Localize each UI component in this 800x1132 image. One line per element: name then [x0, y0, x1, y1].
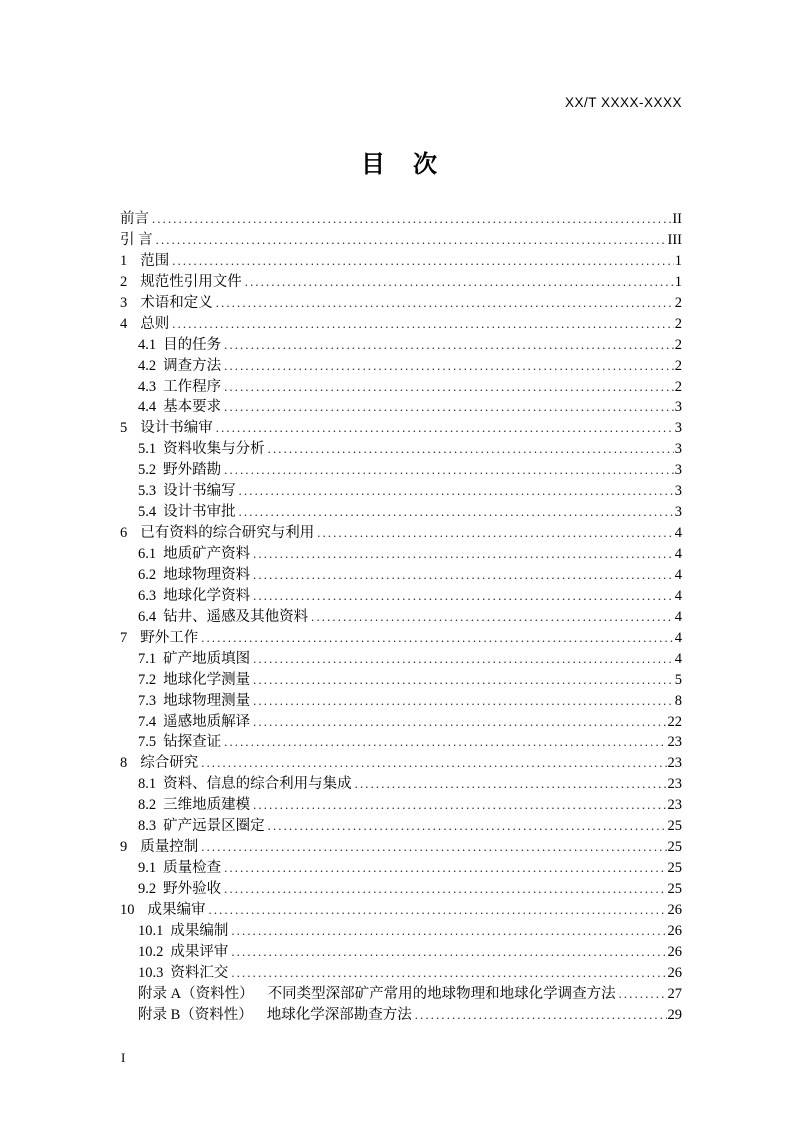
- toc-entry-number: 6.4: [138, 608, 157, 625]
- toc-page-number: 25: [667, 860, 682, 877]
- toc-entry-label: 调查方法: [163, 357, 222, 374]
- toc-entry-number: 附录 A（资料性）: [138, 985, 254, 1002]
- toc-dot-leader: [224, 379, 674, 396]
- toc-entry-number: 4.4: [138, 399, 157, 416]
- toc-entry-number: 10.2: [138, 943, 164, 960]
- toc-page-number: 25: [667, 818, 682, 835]
- toc-dot-leader: [172, 253, 674, 270]
- toc-dot-leader: [253, 546, 674, 563]
- toc-entry-number: 9: [120, 839, 128, 856]
- toc-entry-number: 3: [120, 294, 128, 311]
- toc-entry: [120, 751, 682, 772]
- toc-page-number: 26: [667, 943, 682, 960]
- toc-dot-leader: [311, 609, 674, 626]
- toc-page-number: 25: [667, 881, 682, 897]
- toc-entry-label: 野外验收: [163, 881, 222, 897]
- toc-entry-number: 7.2: [138, 671, 157, 688]
- page-title: 目 次: [361, 151, 439, 178]
- toc-dot-leader: [201, 630, 674, 647]
- toc-entry-label: 资料汇交: [170, 964, 229, 981]
- toc-entry: [120, 228, 682, 249]
- toc-entry: [120, 647, 682, 668]
- toc-page-number: 4: [674, 546, 682, 562]
- toc-entry-number: 8.2: [138, 797, 157, 814]
- toc-dot-leader: [253, 672, 674, 689]
- toc-page-number: 26: [667, 901, 682, 918]
- toc-entry-number: 4.3: [138, 378, 157, 395]
- toc-entry-number: 7: [120, 629, 128, 646]
- toc-entry-number: 7.4: [138, 713, 157, 730]
- toc-entry-label: 术语和定义: [140, 294, 213, 311]
- toc-entry: [120, 479, 682, 500]
- toc-dot-leader: [224, 860, 666, 877]
- toc-page-number: 22: [667, 713, 682, 730]
- toc-entry-label: 设计书编审: [140, 420, 213, 437]
- toc-entry-label: 成果编制: [170, 922, 229, 939]
- toc-page-number: 4: [674, 587, 682, 604]
- toc-dot-leader: [152, 211, 671, 228]
- toc-dot-leader: [253, 588, 674, 605]
- toc-entry: [120, 710, 682, 731]
- toc-entry-label: 成果评审: [170, 943, 229, 960]
- toc-entry-label: 规范性引用文件: [140, 273, 242, 290]
- toc-entry-number: 7.3: [138, 692, 157, 709]
- toc-entry-number: 附录 B（资料性）: [138, 1006, 253, 1023]
- toc-page-number: 26: [667, 922, 682, 939]
- toc-page-number: 23: [667, 776, 682, 793]
- toc-dot-leader: [355, 776, 667, 793]
- toc-entry-number: 5.4: [138, 504, 157, 521]
- toc-page-number: 2: [674, 378, 682, 395]
- toc-entry-label: 资料收集与分析: [163, 441, 265, 458]
- toc-entry: [120, 605, 682, 626]
- toc-entry-number: 7.5: [138, 734, 157, 751]
- toc-entry: [120, 207, 682, 228]
- toc-entry: [120, 542, 682, 563]
- toc-entry: [120, 354, 682, 375]
- toc-page-number: 3: [674, 504, 682, 521]
- toc-entry: [120, 437, 682, 458]
- toc-dot-leader: [224, 734, 666, 751]
- toc-entry-number: 1: [120, 252, 128, 269]
- toc-entry-number: 8: [120, 755, 128, 772]
- standard-code: XX/T XXXX-XXXX: [564, 95, 682, 110]
- toc-dot-leader: [231, 965, 666, 982]
- toc-page-number: 2: [674, 336, 682, 353]
- toc-entry-label: 矿产远景区圈定: [163, 818, 265, 835]
- toc-entry: [120, 772, 682, 793]
- toc-dot-leader: [224, 399, 674, 416]
- page-footer: [121, 1050, 125, 1066]
- toc-entry: [120, 982, 682, 1003]
- toc-entry-number: 10: [120, 901, 135, 918]
- toc-entry-number: 5.1: [138, 441, 157, 458]
- toc-page-number: 5: [674, 671, 682, 688]
- toc-dot-leader: [415, 1007, 667, 1024]
- toc-dot-leader: [239, 504, 674, 521]
- toc-entry: [120, 626, 682, 647]
- toc-entry-number: 2: [120, 273, 128, 290]
- toc-entry-label: 矿产地质填图: [163, 650, 251, 667]
- toc-entry-number: 6.1: [138, 546, 157, 562]
- toc-entry-number: 10.3: [138, 964, 164, 981]
- toc-entry-label: 钻井、遥感及其他资料: [163, 608, 309, 625]
- toc-entry-number: 6.3: [138, 587, 157, 604]
- toc-entry: [120, 521, 682, 542]
- toc-entry-label: 工作程序: [163, 378, 222, 395]
- toc-page-number: 2: [674, 315, 682, 332]
- toc-entry-label: 前言: [120, 211, 149, 227]
- toc-entry: [120, 270, 682, 291]
- toc-entry-label: 钻探查证: [163, 734, 222, 751]
- toc-entry-label: 遥感地质解译: [163, 713, 251, 730]
- toc-entry-label: 质量控制: [140, 839, 199, 856]
- toc-entry-label: 目的任务: [163, 336, 222, 353]
- toc-entry: [120, 584, 682, 605]
- toc-dot-leader: [216, 295, 674, 312]
- toc-entry: [120, 877, 682, 898]
- toc-entry-label: 设计书编写: [163, 483, 236, 500]
- toc-entry-number: 6.2: [138, 566, 157, 583]
- toc-entry: [120, 668, 682, 689]
- toc-entry: [120, 1003, 682, 1024]
- toc-entry-number: 10.1: [138, 922, 164, 939]
- toc-entry-label: 设计书审批: [163, 504, 236, 521]
- toc-page-number: 1: [674, 273, 682, 290]
- toc-page-number: 3: [674, 483, 682, 500]
- toc-entry-label: 野外工作: [140, 629, 199, 646]
- toc-entry-number: 4.1: [138, 336, 157, 353]
- toc-dot-leader: [268, 818, 667, 835]
- toc-page-number: II: [672, 211, 682, 227]
- toc-entry: [120, 689, 682, 710]
- toc-dot-leader: [245, 274, 674, 291]
- toc-dot-leader: [201, 755, 666, 772]
- toc-page-number: 3: [674, 399, 682, 416]
- toc-entry: [120, 291, 682, 312]
- toc-entry-number: 6: [120, 525, 128, 542]
- toc-entry: [120, 730, 682, 751]
- toc-entry-label: 野外踏勘: [163, 462, 222, 479]
- toc-entry: [120, 919, 682, 940]
- toc-page-number: 27: [667, 985, 682, 1002]
- toc-entry-label: 不同类型深部矿产常用的地球物理和地球化学调查方法: [267, 985, 616, 1002]
- toc-entry: [120, 898, 682, 919]
- toc-entry: [120, 395, 682, 416]
- toc-dot-leader: [253, 797, 666, 814]
- toc-dot-leader: [156, 232, 667, 249]
- toc-entry-number: 8.1: [138, 776, 157, 793]
- toc-dot-leader: [224, 462, 674, 479]
- toc-entry-label: 范围: [140, 252, 170, 269]
- toc-entry-number: 7.1: [138, 650, 157, 667]
- toc-dot-leader: [201, 839, 666, 856]
- toc-entry-label: 地质矿产资料: [163, 546, 251, 562]
- toc-entry-label: 三维地质建模: [163, 797, 251, 814]
- toc-page-number: 3: [674, 441, 682, 458]
- toc-entry-label: 引 言: [120, 231, 153, 248]
- toc-page-number: 23: [667, 734, 682, 751]
- toc-entry: [120, 856, 682, 877]
- toc-entry: [120, 458, 682, 479]
- toc-entry-number: 5: [120, 420, 128, 437]
- toc-entry: [120, 940, 682, 961]
- toc-page-number: 8: [674, 692, 682, 709]
- toc-page-number: 2: [674, 357, 682, 374]
- toc-entry-label: 成果编审: [147, 901, 206, 918]
- toc-dot-leader: [231, 944, 666, 961]
- toc-entry-label: 地球物理资料: [163, 566, 251, 583]
- toc-entry: [120, 416, 682, 437]
- toc-entry: [120, 835, 682, 856]
- toc-entry-number: 9.1: [138, 860, 157, 877]
- toc-page-number: 2: [674, 294, 682, 311]
- toc-entry-label: 已有资料的综合研究与利用: [140, 525, 315, 542]
- toc-dot-leader: [239, 483, 674, 500]
- toc-entry-label: 资料、信息的综合利用与集成: [163, 776, 352, 793]
- toc-entry-number: 4: [120, 315, 128, 332]
- page-number: I: [121, 1050, 126, 1065]
- toc-page-number: 23: [667, 755, 682, 772]
- toc-entry-label: 总则: [140, 315, 170, 332]
- toc-entry-number: 8.3: [138, 818, 157, 835]
- toc-page-number: 25: [667, 839, 682, 856]
- toc-entry-label: 质量检查: [163, 860, 222, 877]
- toc-entry: [120, 563, 682, 584]
- toc-dot-leader: [253, 651, 674, 668]
- toc-entry: [120, 312, 682, 333]
- toc-list: [120, 207, 682, 1024]
- toc-page-number: III: [667, 231, 682, 248]
- toc-page-number: 4: [674, 650, 682, 667]
- toc-page-number: 3: [674, 462, 682, 479]
- toc-dot-leader: [268, 441, 674, 458]
- toc-page-number: 3: [674, 420, 682, 437]
- toc-dot-leader: [317, 525, 674, 542]
- toc-dot-leader: [172, 316, 674, 333]
- toc-dot-leader: [253, 567, 674, 584]
- toc-entry: [120, 500, 682, 521]
- toc-page-number: 4: [674, 629, 682, 646]
- toc-entry: [120, 793, 682, 814]
- toc-page-number: 23: [667, 797, 682, 814]
- toc-dot-leader: [224, 881, 666, 898]
- toc-entry-label: 综合研究: [140, 755, 199, 772]
- toc-dot-leader: [231, 923, 666, 940]
- toc-page-number: 4: [674, 608, 682, 625]
- toc-entry-number: 5.3: [138, 483, 157, 500]
- toc-entry-number: 5.2: [138, 462, 157, 479]
- toc-entry: [120, 333, 682, 354]
- toc-page-number: 4: [674, 525, 682, 542]
- toc-dot-leader: [224, 337, 674, 354]
- toc-entry-number: 9.2: [138, 881, 157, 897]
- toc-dot-leader: [253, 693, 674, 710]
- toc-entry-number: 4.2: [138, 357, 157, 374]
- toc-entry-label: 地球物理测量: [163, 692, 251, 709]
- toc-entry: [120, 249, 682, 270]
- toc-dot-leader: [209, 902, 667, 919]
- toc-page-number: 26: [667, 964, 682, 981]
- toc-entry-label: 基本要求: [163, 399, 222, 416]
- toc-dot-leader: [619, 986, 667, 1003]
- toc-page-number: 4: [674, 566, 682, 583]
- toc-entry: [120, 814, 682, 835]
- toc-entry-label: 地球化学资料: [163, 587, 251, 604]
- toc-entry: [120, 375, 682, 396]
- toc-entry-label: 地球化学深部勘查方法: [266, 1006, 412, 1023]
- toc-page-number: 1: [674, 252, 682, 269]
- toc-entry-label: 地球化学测量: [163, 671, 251, 688]
- toc-page-number: 29: [667, 1006, 682, 1023]
- toc-dot-leader: [216, 420, 674, 437]
- toc-dot-leader: [224, 358, 674, 375]
- toc-dot-leader: [253, 714, 666, 731]
- toc-entry: [120, 961, 682, 982]
- document-header: [120, 94, 682, 112]
